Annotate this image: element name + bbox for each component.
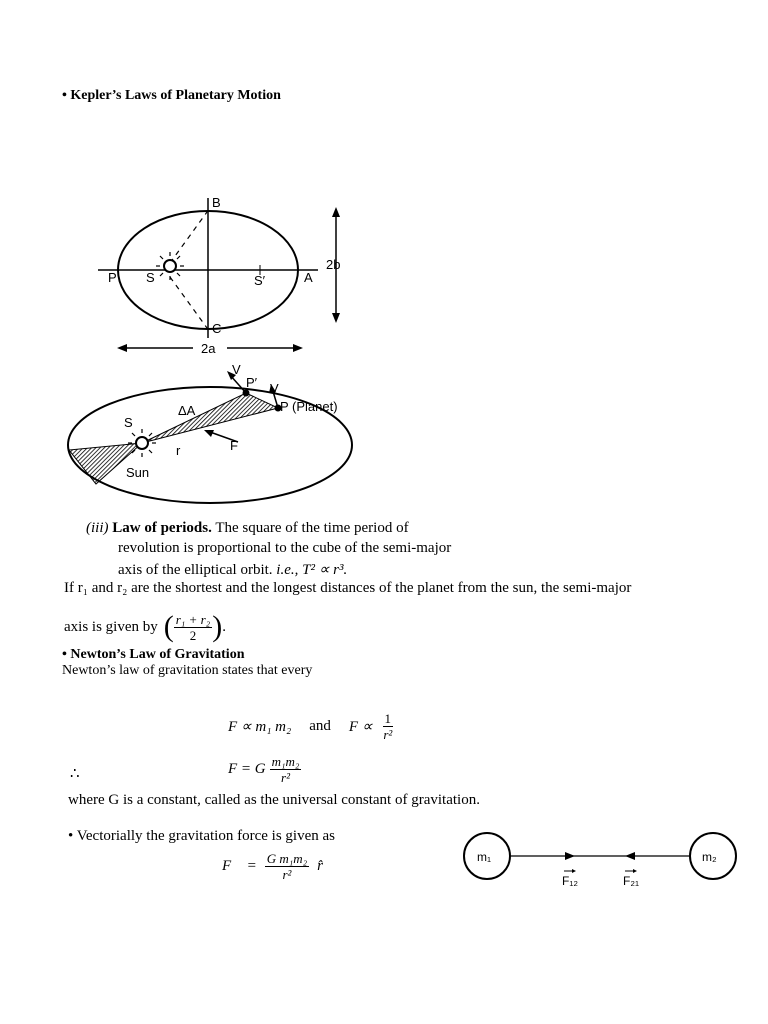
law-text: axis of the elliptical orbit. — [118, 562, 273, 578]
label-b: B — [212, 195, 221, 210]
fraction-numerator: G m₁m₂ — [266, 851, 308, 866]
vector-fraction — [265, 852, 309, 881]
eq1-and: and — [309, 718, 331, 734]
label-s-prime: S′ — [254, 273, 266, 288]
semi-major-line2: axis is given by ( $\frac{\text{r₁ + r₂}}{2}$ ) . — [64, 610, 226, 643]
label-s: S — [146, 270, 155, 285]
semi-major-text: axis is given by — [64, 618, 158, 635]
minor-axis-arrow — [320, 205, 370, 325]
fraction-denominator: r² — [383, 727, 393, 742]
label-2a: 2a — [201, 341, 216, 356]
fraction-denominator: 2 — [189, 627, 197, 643]
law-of-periods-line1 — [86, 520, 409, 537]
label-p: P — [108, 270, 117, 285]
sun-icon — [128, 429, 156, 457]
vector-bullet: • Vectorially the gravitation force is given as — [68, 828, 335, 844]
eq1-left: F ∝ m₁ m₂ — [228, 719, 292, 735]
eq1-right: F ∝ — [348, 719, 373, 735]
two-mass-diagram — [455, 828, 745, 898]
label-delta-a: ΔA — [178, 403, 196, 418]
fraction-denominator: r² — [282, 867, 292, 882]
label-v-top: V — [232, 362, 241, 377]
eq2-left: F = G — [228, 761, 266, 777]
constant-text: where G is a constant, called as the universal constant of gravitation. — [68, 792, 480, 808]
ie-text: i.e., — [276, 562, 299, 578]
newton-heading: • Newton’s Law of Gravitation — [62, 647, 245, 662]
label-sun: Sun — [126, 465, 150, 480]
fraction-denominator: r² — [281, 770, 291, 785]
label-a: A — [304, 270, 313, 285]
label-f: F — [230, 438, 238, 453]
law-text: The square of the time period of — [215, 520, 409, 536]
label-s: S — [124, 415, 133, 430]
label-m1: m₁ — [477, 850, 492, 864]
equation-proportionality — [228, 712, 393, 741]
law-title: Law of periods. — [112, 520, 212, 536]
eq1-fraction — [383, 712, 394, 741]
equal-area-diagram — [60, 360, 360, 505]
period-relation: T² ∝ r³. — [302, 562, 348, 578]
arrow-f12 — [565, 852, 575, 860]
equation-vector — [222, 852, 323, 881]
fraction-numerator: 1 — [384, 711, 392, 726]
unit-vector: r̂ — [317, 858, 324, 874]
law-of-periods-line2: revolution is proportional to the cube of the semi-major — [118, 540, 452, 556]
semi-major-fraction — [174, 613, 212, 642]
vector-eq-left: F⃗ = — [222, 858, 257, 874]
arrow-f21 — [625, 852, 635, 860]
label-r: r — [176, 443, 181, 458]
label-p-prime: P′ — [246, 375, 258, 390]
equation-gravitation — [228, 755, 301, 784]
label-f21: F₂₁ — [623, 874, 640, 888]
item-number: (iii) — [86, 520, 109, 536]
label-planet: P (Planet) — [280, 399, 338, 414]
semi-major-line1: If r₁ and r₂ are the shortest and the longest distances of the planet from the sun, the semi-major — [64, 580, 632, 596]
law-of-periods-line3 — [118, 560, 347, 579]
label-f12: F₁₂ — [562, 874, 579, 888]
fraction-numerator: m₁m₂ — [271, 754, 300, 769]
eq2-fraction — [270, 755, 302, 784]
period-mark: . — [222, 618, 226, 635]
label-v-right: V — [270, 381, 279, 396]
newton-intro: Newton’s law of gravitation states that every — [62, 663, 313, 678]
fraction-numerator: r₁ + r₂ — [175, 611, 211, 627]
label-m2: m₂ — [702, 850, 717, 864]
kepler-heading: • Kepler’s Laws of Planetary Motion — [62, 88, 281, 103]
major-axis-arrow — [115, 338, 305, 358]
therefore-symbol: ∴ — [70, 766, 80, 782]
label-2b: 2b — [326, 257, 341, 272]
sun-icon — [156, 252, 184, 280]
label-c: C — [212, 321, 222, 336]
